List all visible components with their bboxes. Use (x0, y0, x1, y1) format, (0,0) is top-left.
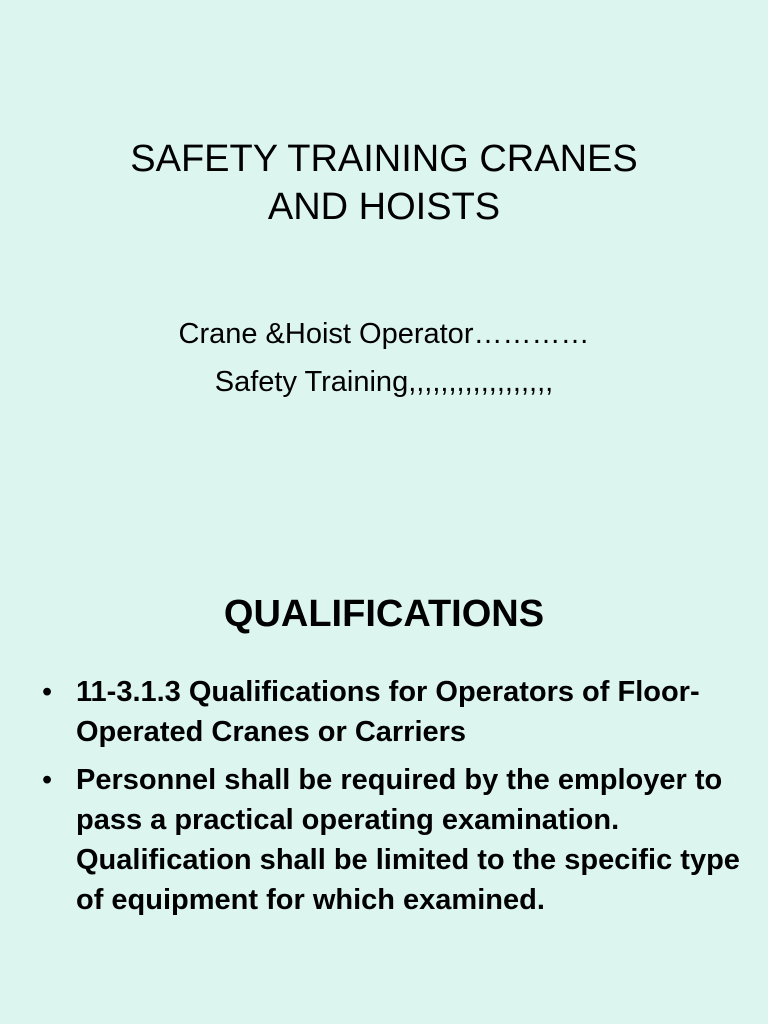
subtitle-line-1: Crane &Hoist Operator………… (178, 318, 590, 350)
slide-subtitle (0, 310, 768, 406)
bullet-text: 11-3.1.3 Qualifications for Operators of Floor-Operated Cranes or Carriers (76, 676, 700, 748)
bullet-item (40, 672, 740, 752)
slide-title-line-2: AND HOISTS (267, 186, 501, 228)
slide-title-line-1: SAFETY TRAINING CRANES (130, 138, 638, 180)
bullet-text: Personnel shall be required by the employer to pass a practical operating examination. Qualification shall be limited to the specific type of equipment for which examined. (76, 764, 740, 916)
section-title: QUALIFICATIONS (223, 593, 545, 635)
slide-title (0, 135, 768, 231)
bullet-list (40, 672, 740, 928)
bullet-icon: • (42, 764, 53, 796)
bullet-item (40, 760, 740, 920)
bullet-icon: • (42, 676, 53, 708)
subtitle-line-2: Safety Training,,,,,,,,,,,,,,,,,, (214, 366, 554, 398)
